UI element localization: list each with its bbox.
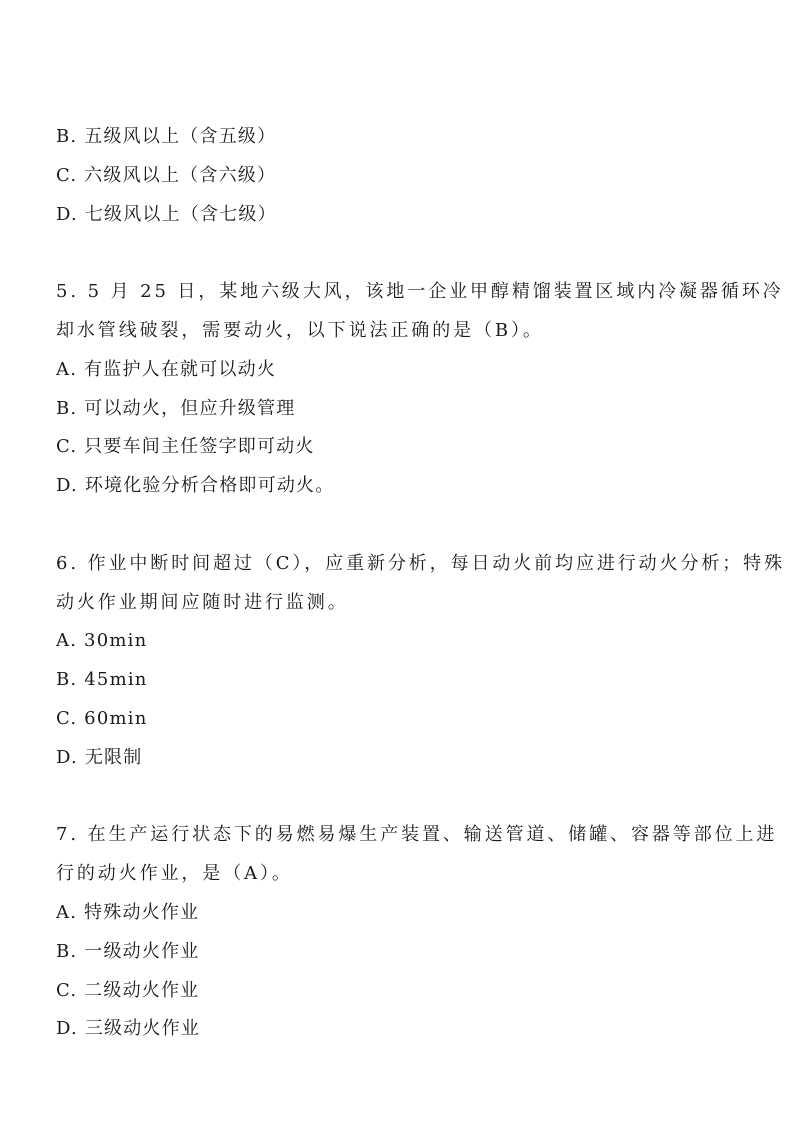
- spacer: [56, 778, 746, 817]
- question-stem-line: 动火作业期间应随时进行监测。: [56, 591, 349, 613]
- question-stem-line: 7. 在生产运行状态下的易燃易爆生产装置、输送管道、储罐、容器等部位上进: [56, 824, 778, 846]
- document-page: [56, 118, 785, 1049]
- option-c: C. 二级动火作业: [56, 979, 200, 1001]
- option-a: A. 有监护人在就可以动火: [56, 358, 277, 380]
- option-d: D. 无限制: [56, 746, 143, 768]
- option-c: C. 60min: [56, 707, 148, 729]
- option-b: B. 一级动火作业: [56, 940, 200, 962]
- question-5: [56, 273, 784, 506]
- option-b: B. 可以动火，但应升级管理: [56, 397, 296, 419]
- option-b: B. 五级风以上（含五级）: [56, 126, 277, 147]
- option-c: C. 只要车间主任签字即可动火: [56, 436, 315, 458]
- option-d: D. 三级动火作业: [56, 1018, 201, 1040]
- spacer: [56, 506, 746, 545]
- question-stem-line: 却水管线破裂，需要动火，以下说法正确的是（B）。: [56, 319, 544, 341]
- option-a: A. 特殊动火作业: [56, 901, 200, 923]
- option-b: B. 45min: [56, 669, 148, 691]
- question-7: [56, 816, 778, 1049]
- option-d: D. 七级风以上（含七级）: [56, 203, 277, 225]
- option-a: A. 30min: [56, 630, 148, 652]
- spacer: [56, 234, 746, 273]
- question-stem-line: 6. 作业中断时间超过（C），应重新分析，每日动火前均应进行动火分析；特殊: [56, 552, 785, 574]
- question-stem-line: 5. 5 月 25 日，某地六级大风，该地一企业甲醇精馏装置区域内冷凝器循环冷: [56, 281, 784, 303]
- option-c: C. 六级风以上（含六级）: [56, 164, 277, 186]
- option-d: D. 环境化验分析合格即可动火。: [56, 475, 335, 497]
- question-4-tail: [56, 118, 746, 234]
- question-stem-line: 行的动火作业，是（A）。: [56, 863, 293, 885]
- question-6: [56, 545, 785, 778]
